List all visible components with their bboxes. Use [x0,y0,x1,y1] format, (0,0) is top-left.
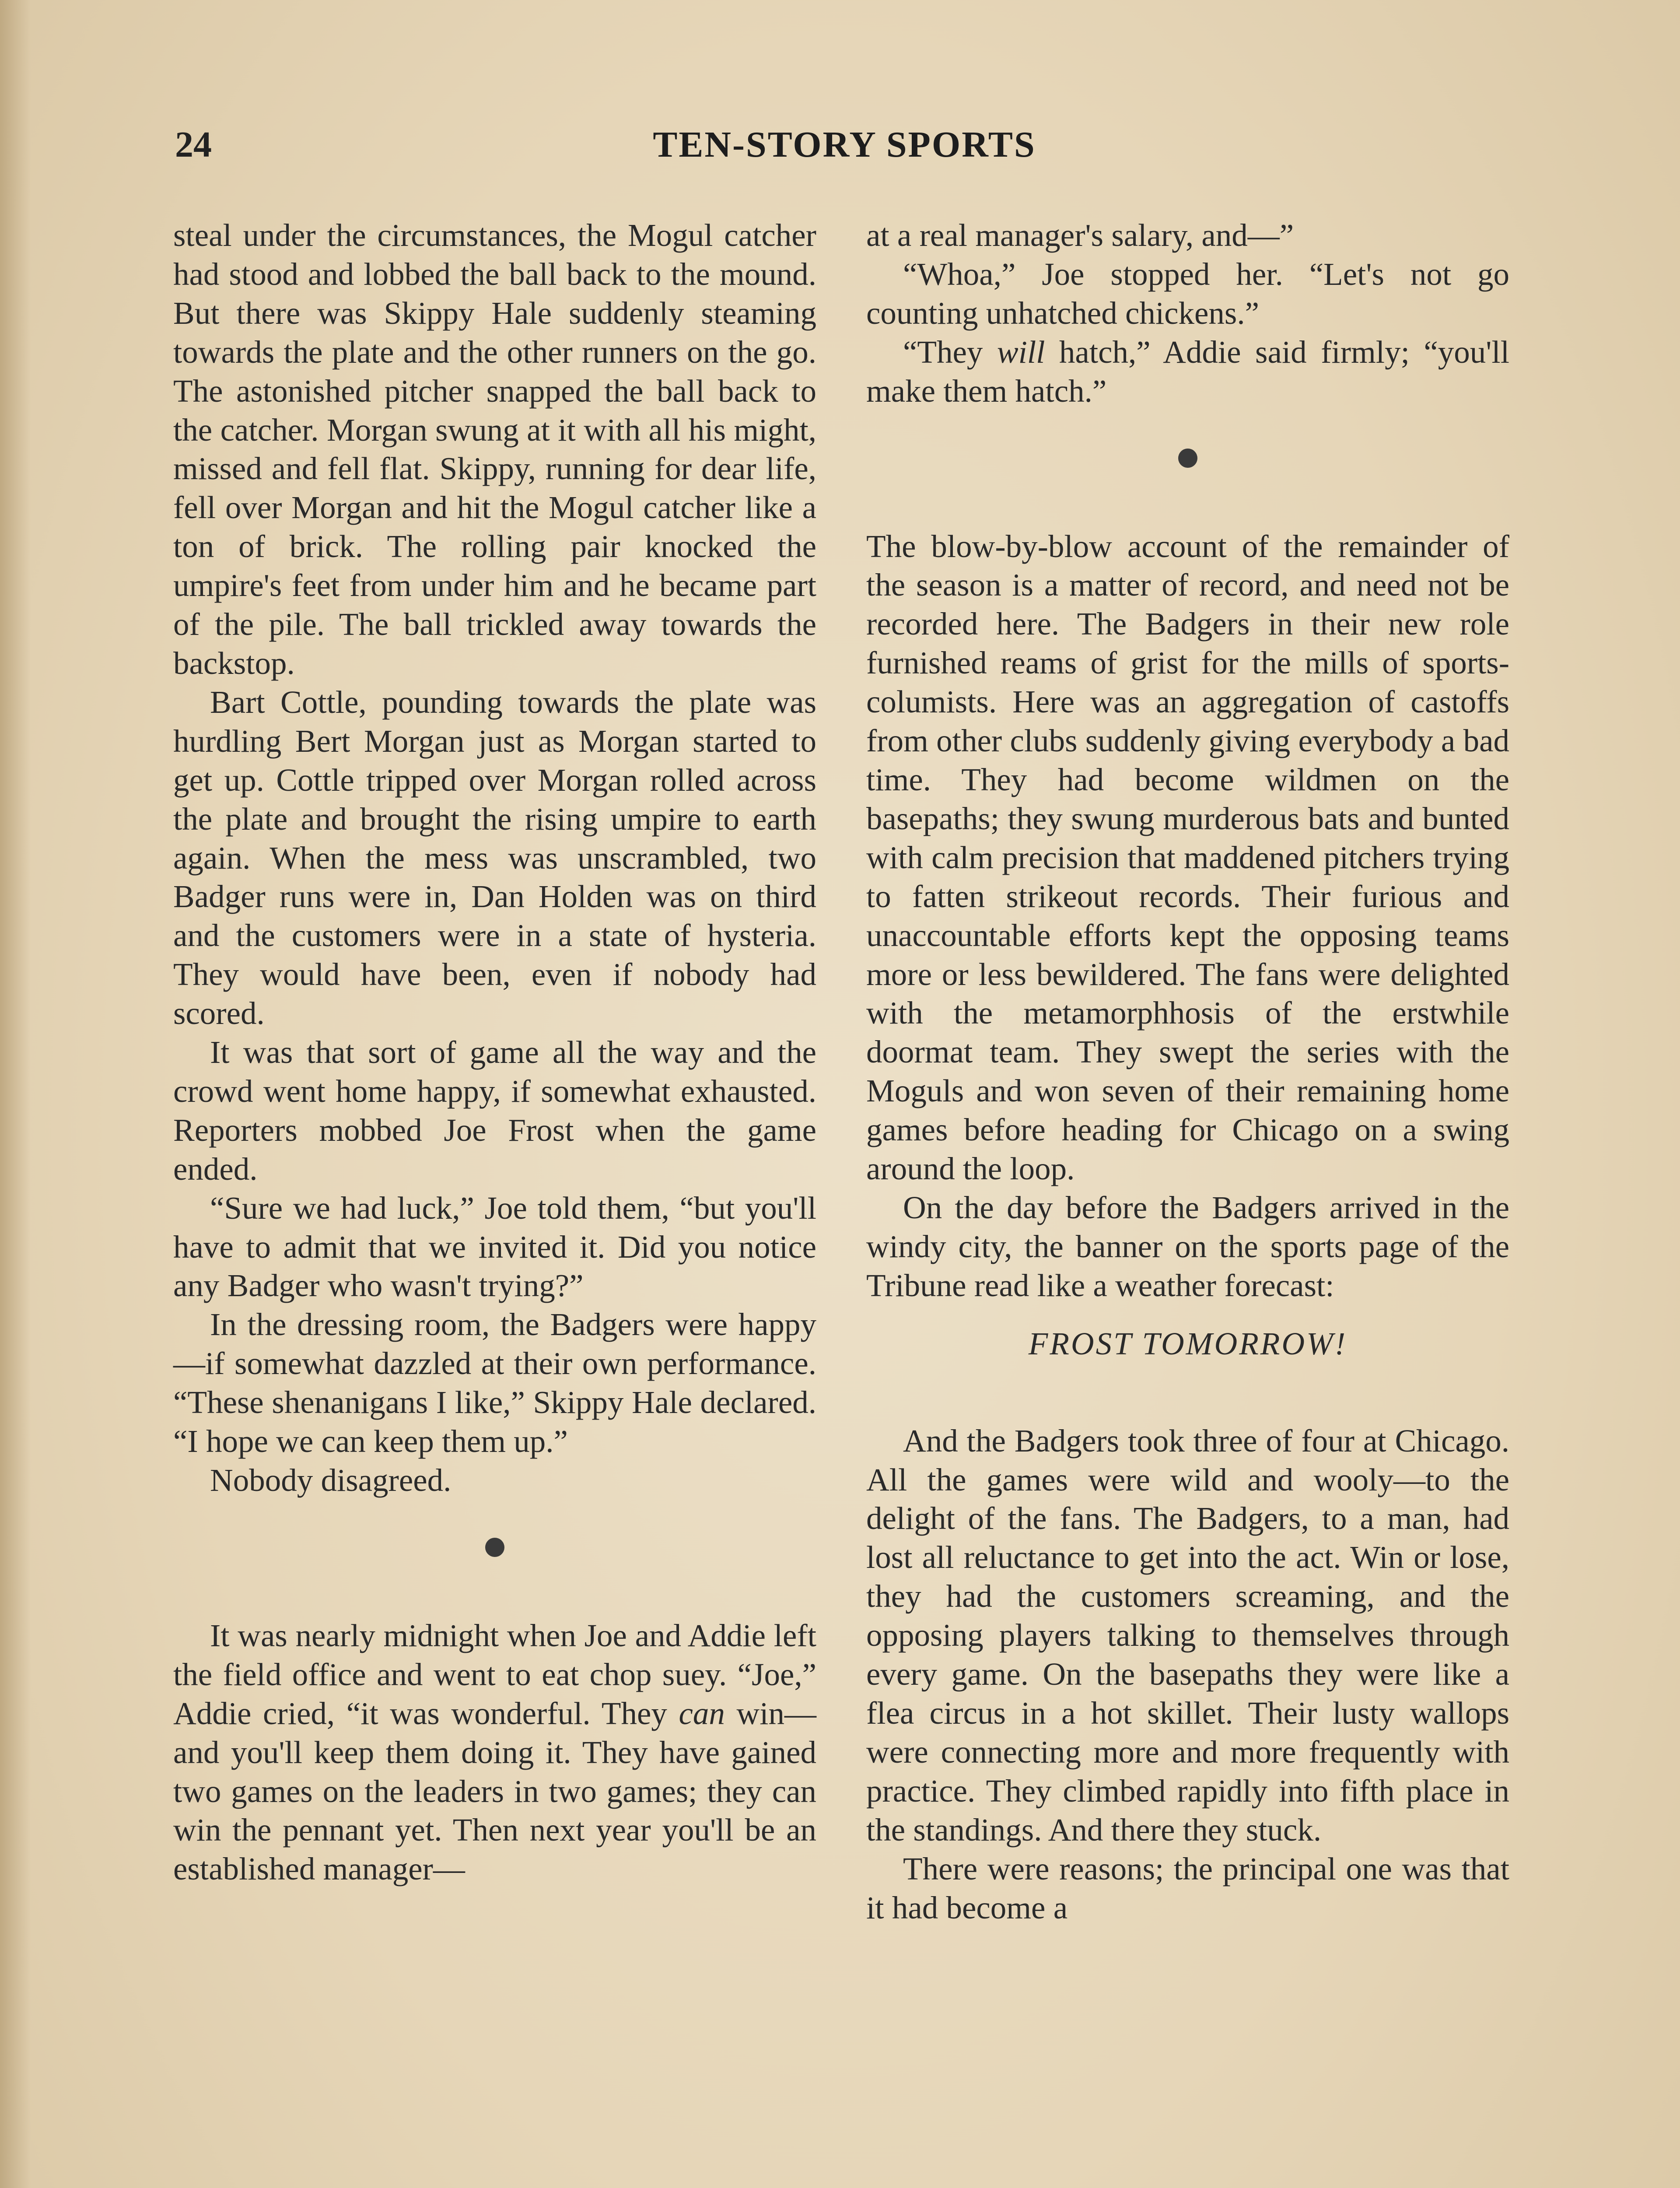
paragraph: “Sure we had luck,” Joe told them, “but you'll have to admit that we invited it. Did you notice any Badger who wasn't trying?” [173,1190,816,1304]
paragraph: It was nearly midnight when Joe and Addie left the field office and went to eat chop suey. “Joe,” Addie cried, “it was wonderful. They can win—and you'll keep them doing it. They have gained two games on the leaders in two games; they can win the pennant yet. Then next year you'll be an established manager— [173,1617,817,1887]
paragraph: The blow-by-blow account of the remainder of the season is a matter of record, and need not be recorded here. The Badgers in their new role furnished reams of grist for the mills of sports-columists. Here was an aggregation of castoffs from other clubs suddenly giving everybody a bad time. They had become wildmen on the basepaths; they swung murderous bats and bunted with calm precision that maddened pitchers trying to fatten strikeout records. Their furious and unaccountable efforts kept the opposing teams more or less bewildered. The fans were delighted with the metamorphhosis of the erstwhile doormat team. They swept the series with the Moguls and won seven of their remaining home games before heading for Chicago on a swing around the loop. [866,528,1509,1187]
right-column [866,216,1509,1927]
emphasis: will [997,334,1045,370]
paragraph: It was that sort of game all the way and the crowd went home happy, if somewhat exhausted. Reporters mobbed Joe Frost when the game ended. [173,1034,816,1187]
left-column [173,216,816,1889]
page-edge-shadow [0,0,31,2188]
emphasis: can [679,1695,725,1731]
page-header [175,123,1514,176]
paragraph: “Whoa,” Joe stopped her. “Let's not go counting unhatched chickens.” [866,256,1509,331]
paragraph: Nobody disagreed. [210,1462,452,1498]
newspaper-banner-headline: FROST TOMORROW! [1028,1325,1348,1361]
paragraph: “They will hatch,” Addie said firmly; “you'll make them hatch.” [866,334,1509,409]
section-break-ornament-icon [1178,449,1197,468]
paragraph: There were reasons; the principal one was that it had become a [866,1851,1509,1925]
magazine-title: TEN-STORY SPORTS [653,124,1036,165]
section-break [866,411,1509,527]
section-break-ornament-icon [485,1538,504,1557]
paragraph: steal under the circumstances, the Mogul catcher had stood and lobbed the ball back to the mound. But there was Skippy Hale suddenly steaming towards the plate and the other runners on the go. The astonished pitcher snapped the ball back to the catcher. Morgan swung at it with all his might, missed and fell flat. Skippy, running for dear life, fell over Morgan and hit the Mogul catcher like a ton of brick. The rolling pair knocked the umpire's feet from under him and he became part of the pile. The ball trickled away towards the backstop. [173,217,816,681]
paragraph: And the Badgers took three of four at Chicago. All the games were wild and wooly—to the delight of the fans. The Badgers, to a man, had lost all reluctance to get into the act. Win or lose, they had the customers screaming, and the opposing players talking to themselves through every game. On the basepaths they were like a flea circus in a hot skillet. Their lusty wallops were connecting more and more frequently with practice. They climbed rapidly into fifth place in the standings. And there they stuck. [866,1423,1509,1848]
section-break [173,1500,816,1616]
page-number: 24 [175,124,212,165]
paragraph: at a real manager's salary, and—” [866,217,1294,253]
paragraph: In the dressing room, the Badgers were happy—if somewhat dazzled at their own performance. “These shenanigans I like,” Skippy Hale declared. “I hope we can keep them up.” [173,1307,816,1459]
paragraph: On the day before the Badgers arrived in the windy city, the banner on the sports page of the Tribune read like a weather forecast: [866,1189,1509,1303]
paragraph: Bart Cottle, pounding towards the plate was hurdling Bert Morgan just as Morgan started to get up. Cottle tripped over Morgan rolled across the plate and brought the rising umpire to earth again. When the mess was unscrambled, two Badger runs were in, Dan Holden was on third and the customers were in a state of hysteria. They would have been, even if nobody had scored. [173,684,816,1031]
